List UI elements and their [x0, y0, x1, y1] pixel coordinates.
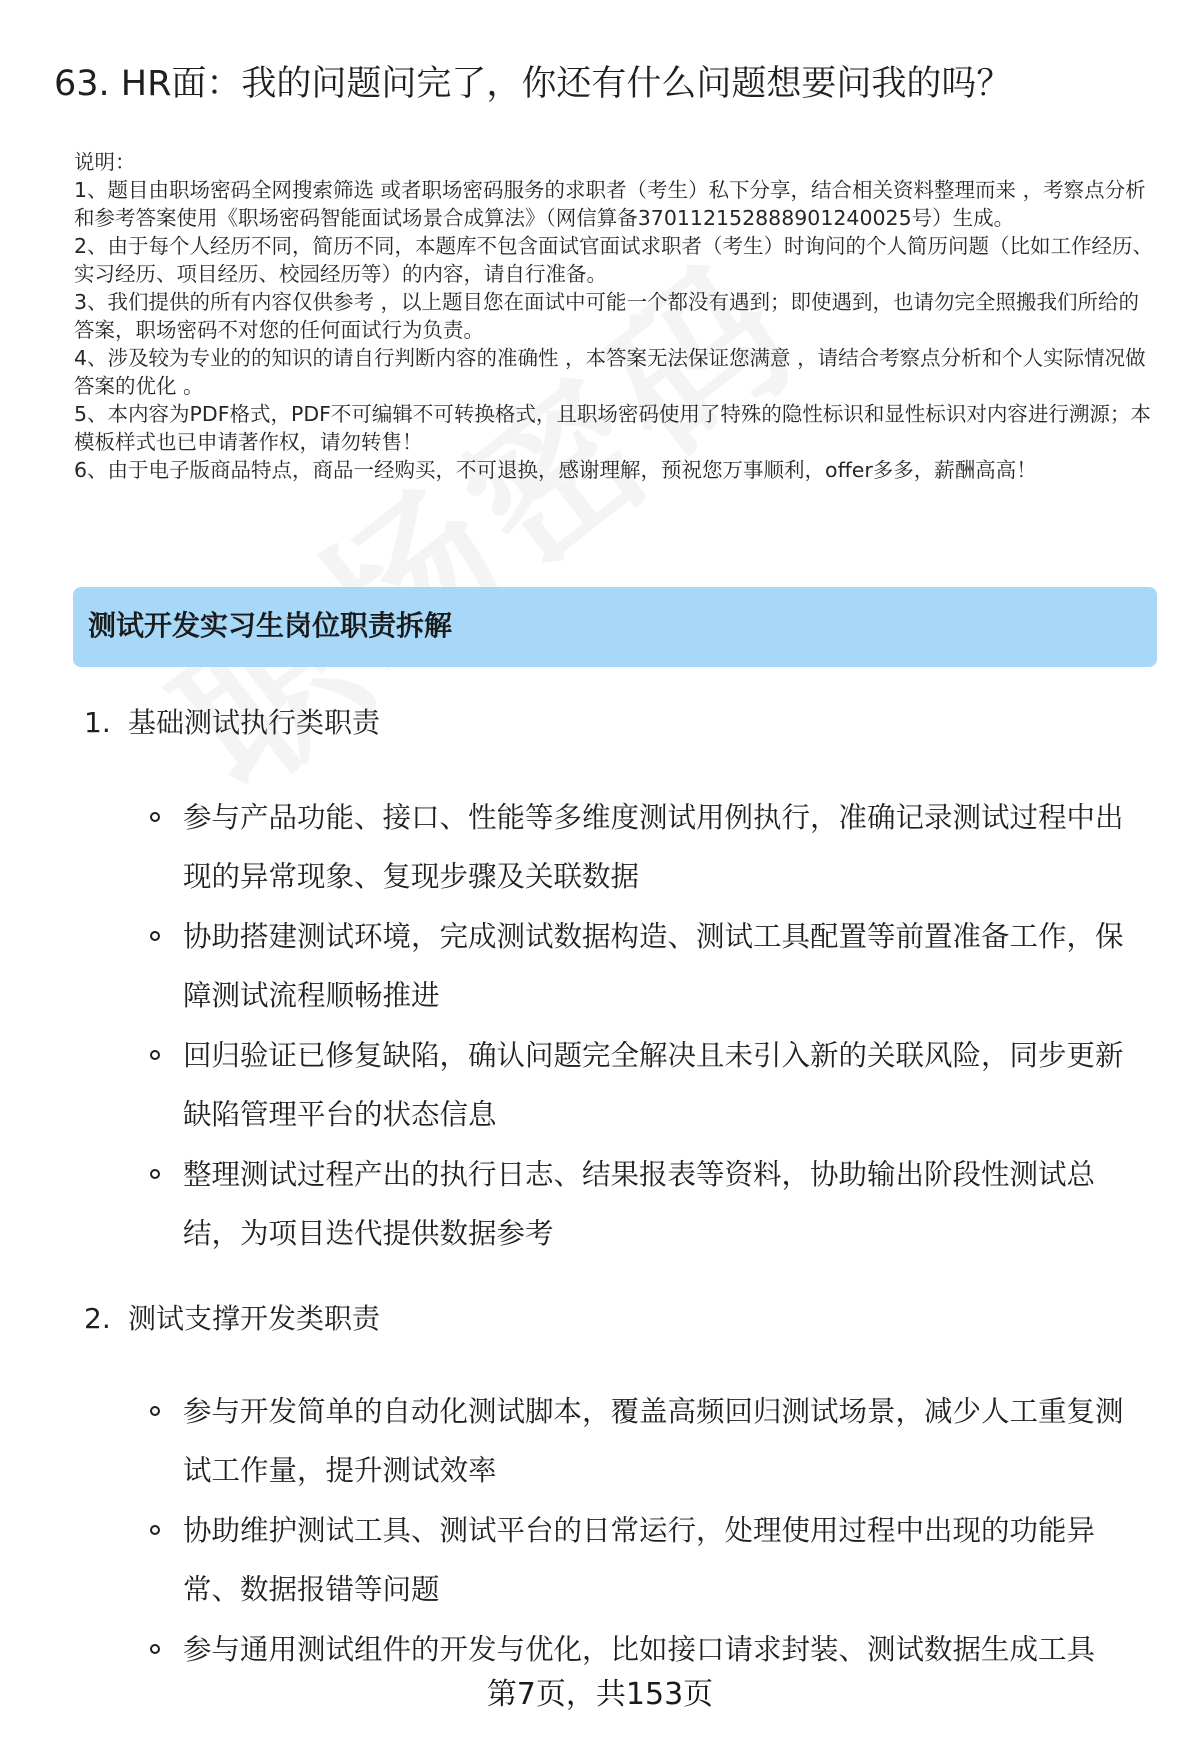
- note-item: 1、题目由职场密码全网搜索筛选 或者职场密码服务的求职者（考生）私下分享，结合相关资料整理而来 ，考察点分析和参考答案使用《职场密码智能面试场景合成算法》（网信算备370112152888901240025号）生成。: [74, 178, 1146, 230]
- hollow-bullet-icon: [150, 1050, 160, 1060]
- list-item: 参与开发简单的自动化测试脚本，覆盖高频回归测试场景，减少人工重复测试工作量，提升测试效率: [183, 1395, 1124, 1487]
- duty-title: 测试支撑开发类职责: [128, 1302, 381, 1335]
- duty-title: 基础测试执行类职责: [128, 706, 381, 739]
- list-item: 协助维护测试工具、测试平台的日常运行，处理使用过程中出现的功能异常、数据报错等问题: [183, 1514, 1096, 1606]
- duty-heading: [84, 1299, 380, 1339]
- duty-number: 2.: [84, 1302, 111, 1335]
- section-banner: [73, 587, 1157, 667]
- hollow-bullet-icon: [150, 1644, 160, 1654]
- note-item: 5、本内容为PDF格式，PDF不可编辑不可转换格式，且职场密码使用了特殊的隐性标识和显性标识对内容进行溯源；本模板样式也已申请著作权，请勿转售！: [74, 402, 1151, 454]
- list-item: 回归验证已修复缺陷，确认问题完全解决且未引入新的关联风险，同步更新缺陷管理平台的状态信息: [183, 1039, 1124, 1131]
- notes-heading: 说明：: [74, 150, 136, 174]
- duty-number: 1.: [84, 706, 111, 739]
- note-item: 3、我们提供的所有内容仅供参考 ，以上题目您在面试中可能一个都没有遇到；即使遇到，也请勿完全照搬我们所给的答案，职场密码不对您的任何面试行为负责。: [74, 290, 1140, 342]
- note-item: 2、由于每个人经历不同，简历不同，本题库不包含面试官面试求职者（考生）时询问的个人简历问题（比如工作经历、实习经历、项目经历、校园经历等）的内容，请自行准备。: [74, 234, 1154, 286]
- note-item: 6、由于电子版商品特点，商品一经购买，不可退换，感谢理解，预祝您万事顺利，offer多多，薪酬高高！: [74, 458, 1037, 482]
- hollow-bullet-icon: [150, 931, 160, 941]
- list-item: 整理测试过程产出的执行日志、结果报表等资料，协助输出阶段性测试总结，为项目迭代提供数据参考: [183, 1158, 1096, 1250]
- hollow-bullet-icon: [150, 812, 160, 822]
- page-number: 第7页，共153页: [486, 1677, 714, 1712]
- notes-block: [74, 148, 1159, 484]
- list-item: 协助搭建测试环境，完成测试数据构造、测试工具配置等前置准备工作，保障测试流程顺畅推进: [183, 920, 1124, 1012]
- list-item: 参与产品功能、接口、性能等多维度测试用例执行，准确记录测试过程中出现的异常现象、复现步骤及关联数据: [183, 801, 1124, 893]
- question-title: 63. HR面：我的问题问完了，你还有什么问题想要问我的吗？: [54, 64, 1012, 104]
- hollow-bullet-icon: [150, 1406, 160, 1416]
- hollow-bullet-icon: [150, 1169, 160, 1179]
- note-item: 4、涉及较为专业的的知识的请自行判断内容的准确性 ，本答案无法保证您满意 ，请结合考察点分析和个人实际情况做答案的优化 。: [74, 346, 1146, 398]
- hollow-bullet-icon: [150, 1525, 160, 1535]
- list-item: 参与通用测试组件的开发与优化，比如接口请求封装、测试数据生成工具: [183, 1633, 1096, 1666]
- section-title: 测试开发实习生岗位职责拆解: [88, 609, 453, 642]
- duty-heading: [84, 703, 380, 743]
